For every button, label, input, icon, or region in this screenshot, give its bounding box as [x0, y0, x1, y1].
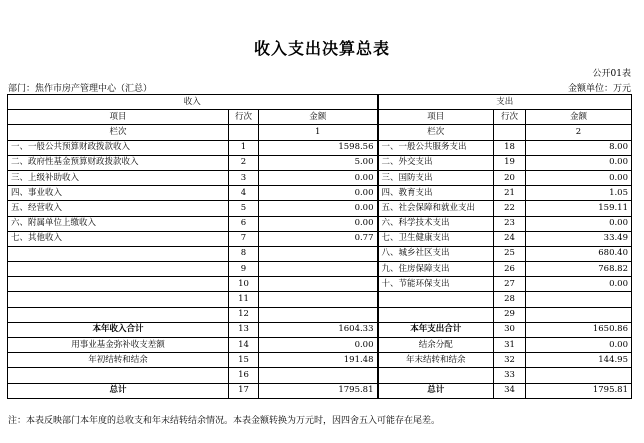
amount-unit-label: 金额单位：万元	[567, 84, 631, 94]
expense-amount: 33.49	[526, 231, 632, 246]
income-item: 三、上级补助收入	[8, 170, 229, 185]
income-line: 14	[229, 338, 259, 353]
income-amount	[259, 246, 378, 261]
income-amount: 0.00	[259, 170, 378, 185]
income-grand-total-amount: 1795.81	[259, 383, 378, 398]
income-line: 15	[229, 353, 259, 368]
expense-line: 27	[494, 277, 526, 292]
income-line: 1	[229, 140, 259, 155]
expense-item	[378, 368, 494, 383]
expense-amount: 159.11	[526, 201, 632, 216]
income-amount	[259, 292, 378, 307]
expense-grand-total-line: 34	[494, 383, 526, 398]
expense-line: 18	[494, 140, 526, 155]
expense-amount: 8.00	[526, 140, 632, 155]
income-expense-table	[7, 94, 632, 399]
income-amount: 0.00	[259, 338, 378, 353]
department-label: 部门：焦作市房产管理中心（汇总）	[8, 84, 153, 94]
expense-item: 九、住房保障支出	[378, 262, 494, 277]
table-row	[8, 246, 632, 261]
income-total-amount: 1604.33	[259, 322, 378, 337]
column-header-row	[8, 110, 632, 125]
expense-line: 25	[494, 246, 526, 261]
expense-amount: 0.00	[526, 338, 632, 353]
income-amount: 5.00	[259, 155, 378, 170]
expense-item	[378, 292, 494, 307]
expense-line: 28	[494, 292, 526, 307]
expense-amount: 0.00	[526, 170, 632, 185]
income-line: 6	[229, 216, 259, 231]
blank-row	[8, 368, 632, 383]
expense-item-header: 项目	[378, 110, 494, 125]
expense-amount: 0.00	[526, 277, 632, 292]
expense-item: 一、一般公共服务支出	[378, 140, 494, 155]
income-item: 二、政府性基金预算财政拨款收入	[8, 155, 229, 170]
expense-total-line: 30	[494, 322, 526, 337]
income-item	[8, 368, 229, 383]
income-amount: 191.48	[259, 353, 378, 368]
income-total-label: 本年收入合计	[8, 322, 229, 337]
expense-line-header: 行次	[494, 110, 526, 125]
table-row	[8, 140, 632, 155]
expense-line: 29	[494, 307, 526, 322]
expense-amount: 144.95	[526, 353, 632, 368]
expense-line: 19	[494, 155, 526, 170]
fund-balance-row	[8, 338, 632, 353]
expense-line: 20	[494, 170, 526, 185]
expense-lanci-label: 栏次	[378, 125, 494, 140]
income-item: 用事业基金弥补收支差额	[8, 338, 229, 353]
expense-amount: 680.40	[526, 246, 632, 261]
footnote: 注：本表反映部门本年度的总收支和年末结转结余情况。本表金额转换为万元时，因四舍五入可能存在尾差。	[8, 416, 441, 426]
expense-grand-total-label: 总计	[378, 383, 494, 398]
table-row	[8, 307, 632, 322]
expense-lanci-blank	[494, 125, 526, 140]
expense-amount	[526, 307, 632, 322]
annual-total-row	[8, 322, 632, 337]
expense-item	[378, 307, 494, 322]
income-line: 5	[229, 201, 259, 216]
table-row	[8, 155, 632, 170]
income-amount	[259, 262, 378, 277]
expense-item: 七、卫生健康支出	[378, 231, 494, 246]
income-line-header: 行次	[229, 110, 259, 125]
income-item: 七、其他收入	[8, 231, 229, 246]
expense-column-number: 2	[526, 125, 632, 140]
income-item	[8, 277, 229, 292]
expense-line: 32	[494, 353, 526, 368]
income-item: 年初结转和结余	[8, 353, 229, 368]
expense-grand-total-amount: 1795.81	[526, 383, 632, 398]
expense-amount: 0.00	[526, 216, 632, 231]
income-lanci-label: 栏次	[8, 125, 229, 140]
expense-total-amount: 1650.86	[526, 322, 632, 337]
form-number: 公开01表	[592, 69, 631, 79]
income-lanci-blank	[229, 125, 259, 140]
column-number-row	[8, 125, 632, 140]
expense-line: 24	[494, 231, 526, 246]
income-line: 11	[229, 292, 259, 307]
income-line: 12	[229, 307, 259, 322]
income-item	[8, 292, 229, 307]
income-column-number: 1	[259, 125, 378, 140]
income-item	[8, 307, 229, 322]
income-grand-total-line: 17	[229, 383, 259, 398]
expense-amount: 0.00	[526, 155, 632, 170]
income-line: 16	[229, 368, 259, 383]
expense-amount: 768.82	[526, 262, 632, 277]
income-line: 9	[229, 262, 259, 277]
expense-line: 21	[494, 186, 526, 201]
income-section-header: 收入	[8, 95, 378, 110]
expense-item: 年末结转和结余	[378, 353, 494, 368]
income-line: 4	[229, 186, 259, 201]
income-line: 7	[229, 231, 259, 246]
income-amount: 0.00	[259, 201, 378, 216]
table-row	[8, 186, 632, 201]
expense-amount-header: 金额	[526, 110, 632, 125]
income-line: 8	[229, 246, 259, 261]
expense-item: 八、城乡社区支出	[378, 246, 494, 261]
expense-line: 22	[494, 201, 526, 216]
income-item	[8, 262, 229, 277]
income-amount: 0.00	[259, 186, 378, 201]
expense-line: 26	[494, 262, 526, 277]
expense-item: 二、外交支出	[378, 155, 494, 170]
expense-amount: 1.05	[526, 186, 632, 201]
table-body	[8, 95, 632, 399]
income-amount: 0.77	[259, 231, 378, 246]
expense-amount	[526, 292, 632, 307]
income-item: 五、经营收入	[8, 201, 229, 216]
income-amount: 1598.56	[259, 140, 378, 155]
carryover-row	[8, 353, 632, 368]
table-row	[8, 216, 632, 231]
income-amount	[259, 368, 378, 383]
income-amount-header: 金额	[259, 110, 378, 125]
income-line: 2	[229, 155, 259, 170]
expense-item: 六、科学技术支出	[378, 216, 494, 231]
income-amount	[259, 277, 378, 292]
income-line: 3	[229, 170, 259, 185]
table-row	[8, 277, 632, 292]
income-amount: 0.00	[259, 216, 378, 231]
expense-total-label: 本年支出合计	[378, 322, 494, 337]
expense-line: 23	[494, 216, 526, 231]
expense-amount	[526, 368, 632, 383]
expense-line: 33	[494, 368, 526, 383]
table-row	[8, 170, 632, 185]
expense-item: 五、社会保障和就业支出	[378, 201, 494, 216]
expense-line: 31	[494, 338, 526, 353]
table-header-row	[8, 95, 632, 110]
expense-item: 十、节能环保支出	[378, 277, 494, 292]
expense-item: 结余分配	[378, 338, 494, 353]
table-row	[8, 292, 632, 307]
income-grand-total-label: 总计	[8, 383, 229, 398]
income-item: 六、附属单位上缴收入	[8, 216, 229, 231]
expense-item: 三、国防支出	[378, 170, 494, 185]
expense-section-header: 支出	[378, 95, 632, 110]
table-row	[8, 201, 632, 216]
income-amount	[259, 307, 378, 322]
income-total-line: 13	[229, 322, 259, 337]
income-item-header: 项目	[8, 110, 229, 125]
income-item: 四、事业收入	[8, 186, 229, 201]
table-row	[8, 262, 632, 277]
grand-total-row	[8, 383, 632, 398]
report-title: 收入支出决算总表	[253, 39, 390, 58]
expense-item: 四、教育支出	[378, 186, 494, 201]
income-line: 10	[229, 277, 259, 292]
income-item: 一、一般公共预算财政拨款收入	[8, 140, 229, 155]
table-row	[8, 231, 632, 246]
income-item	[8, 246, 229, 261]
